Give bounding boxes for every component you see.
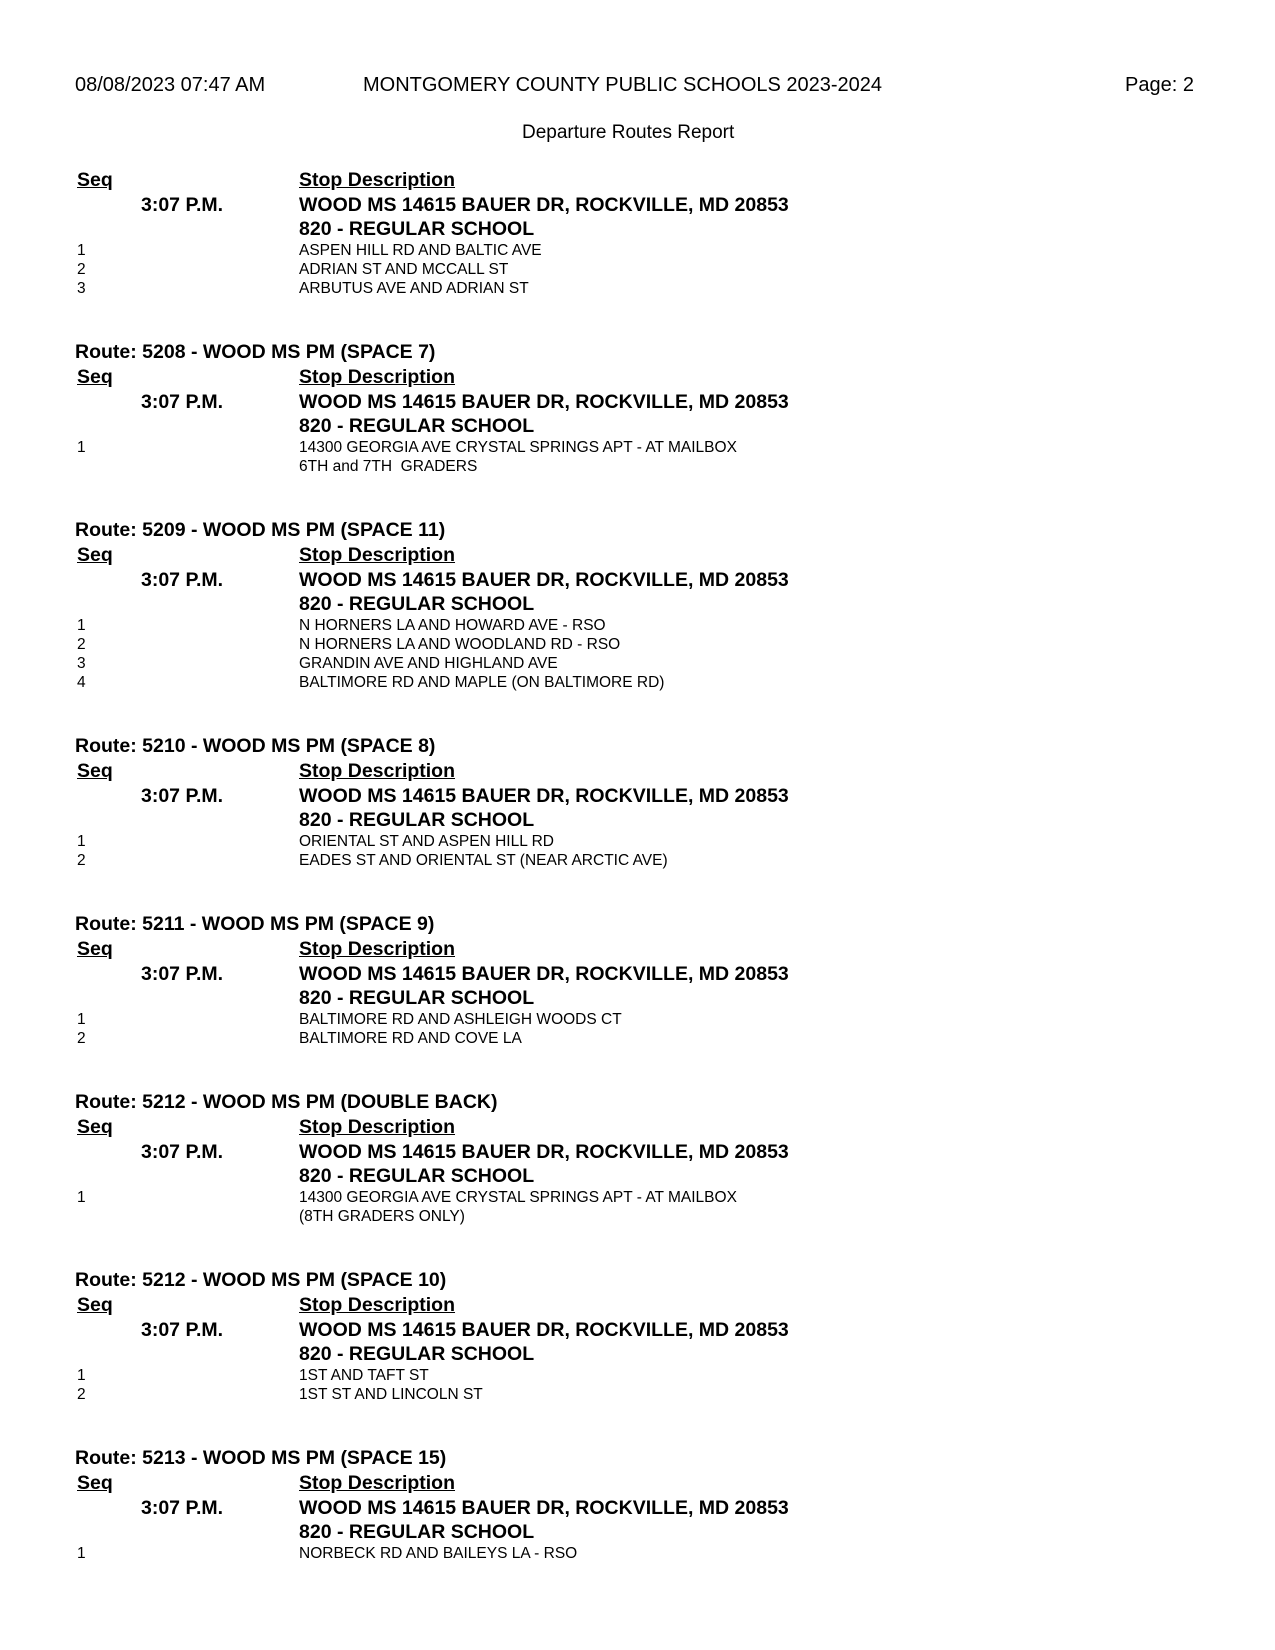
- stop-type: 820 - REGULAR SCHOOL: [299, 593, 535, 615]
- departure-time: 3:07 P.M.: [141, 194, 224, 216]
- seq-column-header: Seq: [77, 1294, 113, 1316]
- route-title: Route: 5210 - WOOD MS PM (SPACE 8): [75, 735, 436, 757]
- school-row: [75, 1496, 1195, 1520]
- stop-description-column-header: Stop Description: [299, 1294, 456, 1316]
- stop-type-row: [75, 1520, 1195, 1544]
- stop-description-column-header: Stop Description: [299, 544, 456, 566]
- school-address: WOOD MS 14615 BAUER DR, ROCKVILLE, MD 20853: [299, 1319, 789, 1341]
- stop-type: 820 - REGULAR SCHOOL: [299, 415, 535, 437]
- stop-description-column-header: Stop Description: [299, 760, 456, 782]
- route-block: [75, 168, 1195, 298]
- seq-column-header: Seq: [77, 544, 113, 566]
- stop-description: EADES ST AND ORIENTAL ST (NEAR ARCTIC AVE): [299, 852, 668, 869]
- report-subtitle: Departure Routes Report: [522, 122, 735, 143]
- route-title: Route: 5213 - WOOD MS PM (SPACE 15): [75, 1447, 447, 1469]
- stop-description: N HORNERS LA AND WOODLAND RD - RSO: [299, 636, 621, 653]
- seq-column-header: Seq: [77, 1116, 113, 1138]
- stop-description: N HORNERS LA AND HOWARD AVE - RSO: [299, 617, 606, 634]
- school-address: WOOD MS 14615 BAUER DR, ROCKVILLE, MD 20853: [299, 391, 789, 413]
- route-spacer: [75, 692, 1195, 734]
- departure-time: 3:07 P.M.: [141, 963, 224, 985]
- route-spacer: [75, 1048, 1195, 1090]
- school-address: WOOD MS 14615 BAUER DR, ROCKVILLE, MD 20853: [299, 194, 789, 216]
- route-title: Route: 5209 - WOOD MS PM (SPACE 11): [75, 519, 446, 541]
- stop-row: [75, 1029, 1195, 1048]
- school-address: WOOD MS 14615 BAUER DR, ROCKVILLE, MD 20853: [299, 785, 789, 807]
- stop-type-row: [75, 414, 1195, 438]
- stop-seq: 1: [77, 617, 86, 634]
- stop-description: BALTIMORE RD AND COVE LA: [299, 1030, 522, 1047]
- stop-description: NORBECK RD AND BAILEYS LA - RSO: [299, 1545, 578, 1562]
- column-header-row: [75, 1115, 1195, 1140]
- route-block: [75, 518, 1195, 692]
- stop-description: BALTIMORE RD AND ASHLEIGH WOODS CT: [299, 1011, 622, 1028]
- seq-column-header: Seq: [77, 169, 113, 191]
- school-row: [75, 1318, 1195, 1342]
- stop-description: 14300 GEORGIA AVE CRYSTAL SPRINGS APT - AT MAILBOX (8TH GRADERS ONLY): [299, 1189, 737, 1225]
- stop-description: ASPEN HILL RD AND BALTIC AVE: [299, 242, 542, 259]
- stop-type: 820 - REGULAR SCHOOL: [299, 809, 535, 831]
- stop-row: [75, 1010, 1195, 1029]
- departure-time: 3:07 P.M.: [141, 1319, 224, 1341]
- stop-row: [75, 438, 1195, 476]
- stop-description: ARBUTUS AVE AND ADRIAN ST: [299, 280, 529, 297]
- stop-row: [75, 654, 1195, 673]
- column-header-row: [75, 543, 1195, 568]
- school-row: [75, 784, 1195, 808]
- stop-row: [75, 260, 1195, 279]
- stop-description: ORIENTAL ST AND ASPEN HILL RD: [299, 833, 554, 850]
- seq-column-header: Seq: [77, 760, 113, 782]
- departure-time: 3:07 P.M.: [141, 569, 224, 591]
- stop-seq: 2: [77, 261, 86, 278]
- stop-type: 820 - REGULAR SCHOOL: [299, 1343, 535, 1365]
- column-header-row: [75, 937, 1195, 962]
- route-block: [75, 734, 1195, 870]
- stop-row: [75, 1188, 1195, 1226]
- route-title: Route: 5208 - WOOD MS PM (SPACE 7): [75, 341, 436, 363]
- departure-time: 3:07 P.M.: [141, 1141, 224, 1163]
- school-row: [75, 390, 1195, 414]
- school-row: [75, 1140, 1195, 1164]
- stop-type: 820 - REGULAR SCHOOL: [299, 1521, 535, 1543]
- stop-description-column-header: Stop Description: [299, 366, 456, 388]
- school-address: WOOD MS 14615 BAUER DR, ROCKVILLE, MD 20853: [299, 569, 789, 591]
- stop-row: [75, 1366, 1195, 1385]
- stop-type-row: [75, 217, 1195, 241]
- stop-description: GRANDIN AVE AND HIGHLAND AVE: [299, 655, 558, 672]
- departure-time: 3:07 P.M.: [141, 1497, 224, 1519]
- column-header-row: [75, 365, 1195, 390]
- stop-seq: 2: [77, 1030, 86, 1047]
- route-block: [75, 1090, 1195, 1226]
- stop-seq: 3: [77, 280, 86, 297]
- stop-seq: 1: [77, 242, 86, 259]
- stop-description-column-header: Stop Description: [299, 169, 456, 191]
- route-spacer: [75, 476, 1195, 518]
- stop-type: 820 - REGULAR SCHOOL: [299, 218, 535, 240]
- school-row: [75, 962, 1195, 986]
- stop-row: [75, 673, 1195, 692]
- stop-seq: 1: [77, 439, 86, 456]
- stop-description: ADRIAN ST AND MCCALL ST: [299, 261, 509, 278]
- stop-description: BALTIMORE RD AND MAPLE (ON BALTIMORE RD): [299, 674, 665, 691]
- stop-seq: 2: [77, 636, 86, 653]
- stop-type: 820 - REGULAR SCHOOL: [299, 987, 535, 1009]
- stop-row: [75, 616, 1195, 635]
- stop-type-row: [75, 1164, 1195, 1188]
- stop-type-row: [75, 1342, 1195, 1366]
- school-row: [75, 568, 1195, 592]
- seq-column-header: Seq: [77, 938, 113, 960]
- school-address: WOOD MS 14615 BAUER DR, ROCKVILLE, MD 20853: [299, 1497, 789, 1519]
- stop-row: [75, 279, 1195, 298]
- stop-seq: 1: [77, 1367, 86, 1384]
- departure-time: 3:07 P.M.: [141, 391, 224, 413]
- stop-seq: 1: [77, 1545, 86, 1562]
- stop-seq: 4: [77, 674, 86, 691]
- route-block: [75, 340, 1195, 476]
- stop-type-row: [75, 986, 1195, 1010]
- stop-type-row: [75, 592, 1195, 616]
- school-address: WOOD MS 14615 BAUER DR, ROCKVILLE, MD 20853: [299, 963, 789, 985]
- stop-description: 14300 GEORGIA AVE CRYSTAL SPRINGS APT - AT MAILBOX 6TH and 7TH GRADERS: [299, 439, 737, 475]
- stop-row: [75, 832, 1195, 851]
- stop-row: [75, 1544, 1195, 1563]
- stop-description-column-header: Stop Description: [299, 1472, 456, 1494]
- school-address: WOOD MS 14615 BAUER DR, ROCKVILLE, MD 20853: [299, 1141, 789, 1163]
- route-title: Route: 5212 - WOOD MS PM (SPACE 10): [75, 1269, 447, 1291]
- route-spacer: [75, 1226, 1195, 1268]
- report-datetime: 08/08/2023 07:47 AM: [75, 74, 266, 96]
- stop-seq: 1: [77, 1011, 86, 1028]
- stop-description-column-header: Stop Description: [299, 938, 456, 960]
- route-title: Route: 5212 - WOOD MS PM (DOUBLE BACK): [75, 1091, 498, 1113]
- routes-list: [75, 168, 1195, 1563]
- report-title: MONTGOMERY COUNTY PUBLIC SCHOOLS 2023-2024: [363, 74, 883, 96]
- route-spacer: [75, 1404, 1195, 1446]
- route-block: [75, 1446, 1195, 1563]
- route-block: [75, 912, 1195, 1048]
- column-header-row: [75, 1471, 1195, 1496]
- stop-type-row: [75, 808, 1195, 832]
- stop-description: 1ST AND TAFT ST: [299, 1367, 429, 1384]
- stop-seq: 1: [77, 1189, 86, 1206]
- stop-seq: 2: [77, 852, 86, 869]
- stop-seq: 1: [77, 833, 86, 850]
- stop-type: 820 - REGULAR SCHOOL: [299, 1165, 535, 1187]
- school-row: [75, 193, 1195, 217]
- stop-row: [75, 851, 1195, 870]
- column-header-row: [75, 759, 1195, 784]
- seq-column-header: Seq: [77, 366, 113, 388]
- stop-description-column-header: Stop Description: [299, 1116, 456, 1138]
- stop-description: 1ST ST AND LINCOLN ST: [299, 1386, 483, 1403]
- route-spacer: [75, 870, 1195, 912]
- stop-row: [75, 1385, 1195, 1404]
- stop-seq: 2: [77, 1386, 86, 1403]
- route-block: [75, 1268, 1195, 1404]
- route-title: Route: 5211 - WOOD MS PM (SPACE 9): [75, 913, 435, 935]
- departure-time: 3:07 P.M.: [141, 785, 224, 807]
- column-header-row: [75, 1293, 1195, 1318]
- stop-row: [75, 241, 1195, 260]
- stop-row: [75, 635, 1195, 654]
- page-number: Page: 2: [1125, 74, 1194, 96]
- seq-column-header: Seq: [77, 1472, 113, 1494]
- route-spacer: [75, 298, 1195, 340]
- column-header-row: [75, 168, 1195, 193]
- stop-seq: 3: [77, 655, 86, 672]
